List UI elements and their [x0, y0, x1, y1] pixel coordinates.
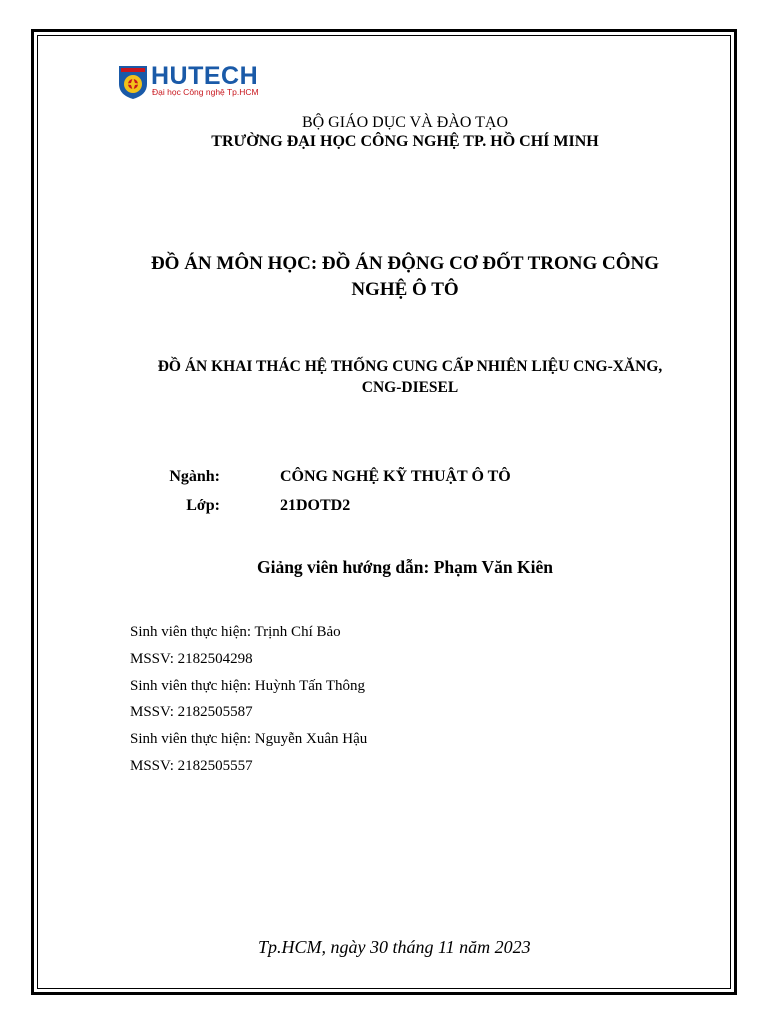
project-subtitle-line-2: CNG-DIESEL [361, 379, 459, 396]
place-and-date: Tp.HCM, ngày 30 tháng 11 năm 2023 [258, 937, 531, 957]
project-subtitle-line-1: ĐỒ ÁN KHAI THÁC HỆ THỐNG CUNG CẤP NHIÊN LIỆU CNG-XĂNG, [157, 358, 663, 375]
advisor-line: Giảng viên hướng dẫn: Phạm Văn Kiên [256, 557, 554, 577]
hutech-shield-icon [118, 64, 148, 100]
student-name-1: Sinh viên thực hiện: Trịnh Chí Bảo [130, 624, 341, 640]
student-id-2: MSSV: 2182505587 [130, 704, 253, 721]
student-name-2: Sinh viên thực hiện: Huỳnh Tấn Thông [130, 677, 366, 694]
ministry-heading: BỘ GIÁO DỤC VÀ ĐÀO TẠO [301, 114, 509, 131]
student-id-3: MSSV: 2182505557 [130, 757, 253, 774]
project-title-line-2: NGHỆ Ô TÔ [351, 279, 459, 300]
student-list [130, 619, 367, 780]
logo-tagline: Đại học Công nghệ Tp.HCM [152, 87, 259, 97]
major-label: Ngành: [169, 468, 220, 485]
project-title [120, 251, 690, 303]
logo-name: HUTECH [151, 62, 259, 90]
project-subtitle [110, 356, 710, 398]
major-value: CÔNG NGHỆ KỸ THUẬT Ô TÔ [280, 468, 511, 485]
university-heading: TRƯỜNG ĐẠI HỌC CÔNG NGHỆ TP. HỒ CHÍ MINH [211, 133, 599, 150]
student-name-3: Sinh viên thực hiện: Nguyễn Xuân Hậu [130, 731, 368, 748]
project-title-line-1: ĐỒ ÁN MÔN HỌC: ĐỒ ÁN ĐỘNG CƠ ĐỐT TRONG CÔNG [150, 253, 660, 274]
student-id-1: MSSV: 2182504298 [130, 650, 253, 667]
class-value: 21DOTD2 [280, 497, 351, 514]
hutech-logo [118, 64, 263, 102]
class-label: Lớp: [186, 497, 220, 514]
